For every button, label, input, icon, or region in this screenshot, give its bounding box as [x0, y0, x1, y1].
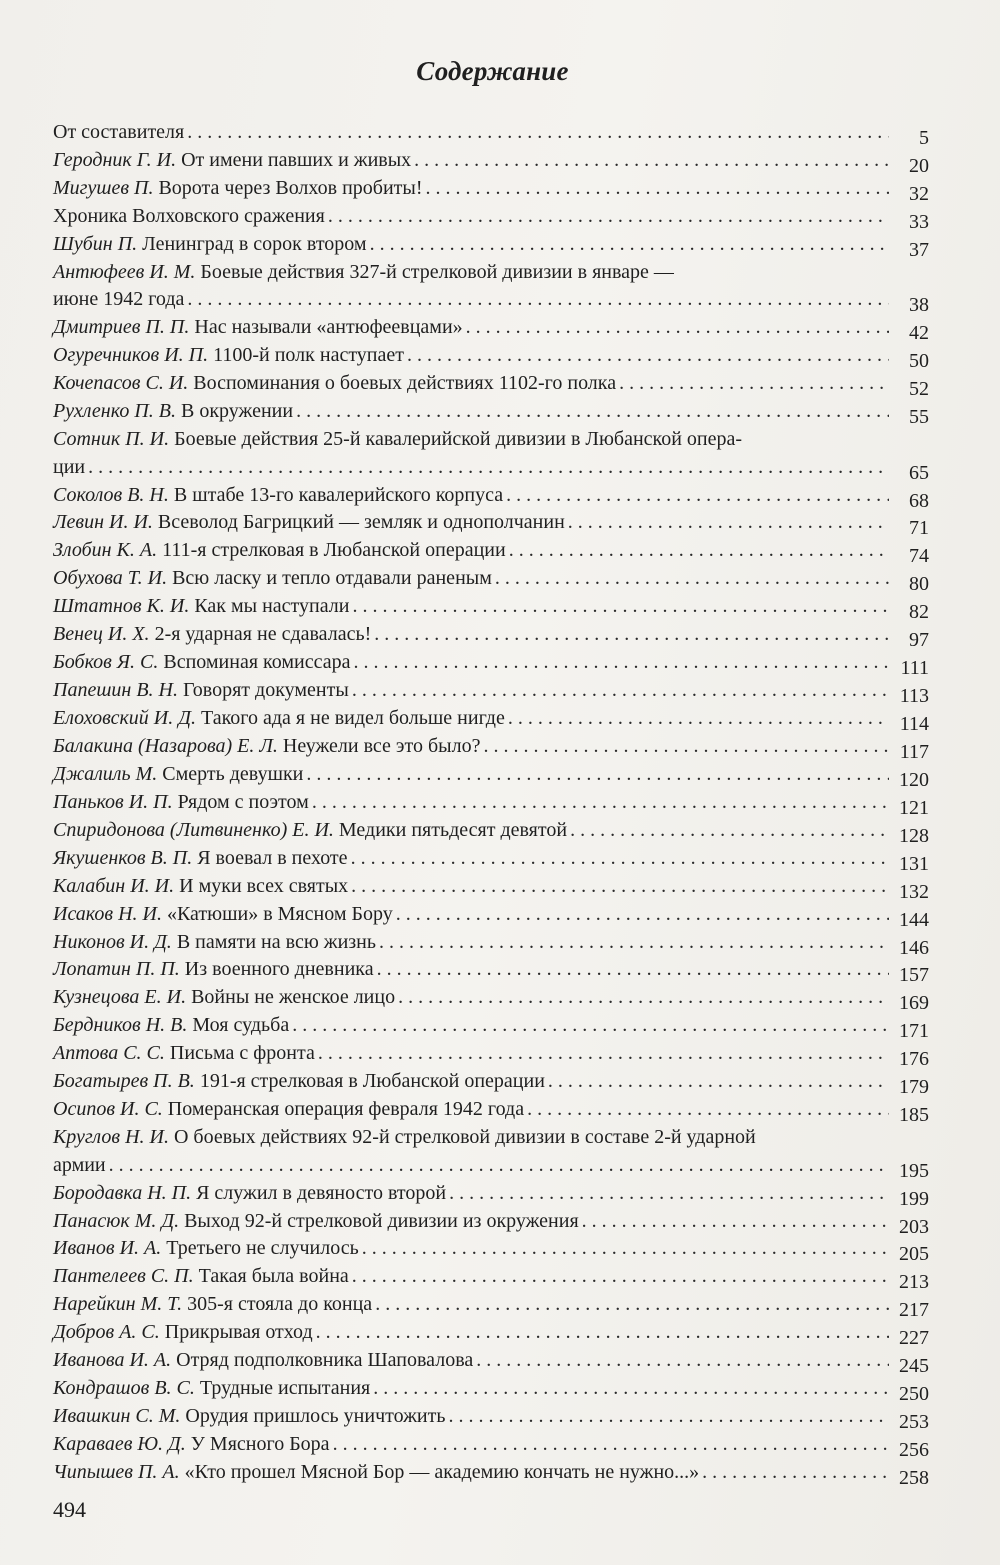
toc-page-number: 157 [899, 964, 929, 987]
page-title: Содержание [416, 56, 569, 86]
toc-page-number: 5 [919, 127, 929, 149]
dot-leader [570, 817, 889, 845]
toc-title: Письма с фронта [169, 1042, 315, 1065]
toc-author: Богатырев П. В. [53, 1070, 195, 1093]
toc-entry [53, 175, 929, 203]
toc-title: июне 1942 года [53, 288, 185, 311]
toc-title: 191-я стрелковая в Любанской операции [199, 1070, 545, 1093]
toc-author: Круглов Н. И. [53, 1126, 169, 1149]
toc-title: Третьего не случилось [166, 1237, 359, 1260]
toc-page-number: 74 [909, 545, 929, 568]
toc-page-number: 205 [899, 1243, 929, 1266]
toc-page-number: 179 [899, 1076, 929, 1099]
toc-author: Спиридонова (Литвиненко) Е. И. [53, 818, 334, 841]
toc-title: «Катюши» в Мясном Бору [166, 902, 393, 925]
toc-entry [53, 1319, 929, 1350]
toc-page-number: 117 [899, 740, 929, 763]
toc-page-number: 37 [909, 238, 929, 261]
toc-page-number: 258 [899, 1466, 929, 1489]
dot-leader [88, 454, 889, 482]
dot-leader [316, 1319, 889, 1347]
toc-entry [53, 649, 929, 680]
toc-entry [53, 509, 929, 540]
dot-leader [426, 175, 889, 203]
toc-title: армии [53, 1153, 106, 1176]
toc-author: Иванова И. А. [53, 1349, 172, 1372]
toc-title: Я служил в девяносто второй [196, 1181, 447, 1204]
toc-page-number: 250 [899, 1383, 929, 1406]
toc-title: Выход 92-й стрелковой дивизии из окружения [184, 1209, 579, 1232]
toc-entry [53, 621, 929, 652]
toc-page-number: 132 [899, 880, 929, 903]
toc-entry [53, 1124, 929, 1182]
toc-entry [53, 1263, 929, 1294]
toc-author: Никонов И. Д. [53, 930, 172, 953]
toc-title: Такая была война [198, 1265, 349, 1288]
toc-author: Нарейкин М. Т. [53, 1293, 183, 1316]
toc-page-number: 171 [899, 1020, 929, 1043]
dot-leader [527, 1096, 889, 1124]
toc-page-number: 68 [909, 489, 929, 512]
toc-title: Боевые действия 25-й кавалерийской дивизии в Любанской опера- [174, 427, 743, 450]
toc-entry [53, 1375, 929, 1406]
toc-page-number: 217 [899, 1299, 929, 1322]
toc-title: В окружении [180, 400, 294, 423]
dot-leader [568, 509, 889, 537]
toc-title: Ленинград в сорок втором [142, 232, 367, 255]
toc-page-number: 42 [909, 322, 929, 345]
toc-author: Иванов И. А. [53, 1237, 162, 1260]
toc-page-number: 38 [909, 294, 929, 317]
toc-title: 111-я стрелковая в Любанской операции [162, 539, 506, 562]
toc-title: Боевые действия 327-й стрелковой дивизии в январе — [200, 260, 674, 283]
toc-author: Шубин П. [53, 232, 138, 255]
toc-entry [53, 1012, 929, 1043]
toc-entry [53, 677, 929, 708]
dot-leader [333, 1431, 889, 1459]
toc-title: Вспоминая комиссара [163, 651, 351, 674]
toc-entry [53, 1208, 929, 1236]
toc-page-number: 169 [899, 992, 929, 1015]
toc-page-number: 65 [909, 461, 929, 484]
toc-title: 2-я ударная не сдавалась! [154, 623, 372, 646]
toc-title: От имени павших и живых [181, 148, 412, 171]
dot-leader [109, 1152, 889, 1180]
toc-author: Паньков И. П. [53, 790, 173, 813]
toc-entry [53, 203, 929, 231]
toc-entry [53, 705, 929, 733]
toc-entry [53, 956, 929, 987]
toc-page-number: 32 [909, 182, 929, 205]
dot-leader [375, 1291, 889, 1319]
dot-leader [702, 1459, 889, 1487]
toc-author: Бердников Н. В. [53, 1014, 188, 1037]
toc-page-number: 50 [909, 350, 929, 373]
toc-entry [53, 537, 929, 568]
page-number: 494 [53, 1497, 86, 1522]
toc-author: Осипов И. С. [53, 1098, 163, 1121]
toc-author: Кузнецова Е. И. [53, 986, 187, 1009]
dot-leader [398, 984, 889, 1012]
dot-leader [351, 845, 889, 873]
toc-page-number: 176 [899, 1048, 929, 1071]
toc-title: Померанская операция февраля 1942 года [167, 1098, 525, 1121]
toc-author: Дмитриев П. П. [53, 316, 190, 339]
toc-title: Орудия пришлось уничтожить [185, 1405, 446, 1428]
toc-title: Воспоминания о боевых действиях 1102-го полка [193, 372, 617, 395]
toc-title: 305-я стояла до конца [187, 1293, 373, 1316]
dot-leader [353, 649, 889, 677]
toc-page-number: 213 [899, 1271, 929, 1294]
toc-title: Всеволод Багрицкий — земляк и однополчанин [157, 511, 565, 534]
toc-author: Чипышев П. А. [53, 1460, 180, 1483]
toc-page-number: 80 [909, 573, 929, 596]
toc-title: Всю ласку и тепло отдавали раненым [172, 567, 492, 590]
dot-leader [328, 203, 889, 231]
dot-leader [296, 398, 889, 426]
toc-author: Сотник П. И. [53, 427, 170, 450]
toc-page-number: 71 [909, 517, 929, 540]
dot-leader [352, 1263, 889, 1291]
toc-page-number: 97 [909, 629, 929, 652]
toc-entry [53, 1096, 929, 1127]
toc-entry [53, 1347, 929, 1378]
toc-author: Бородавка Н. П. [53, 1181, 192, 1204]
toc-author: Огуречников И. П. [53, 344, 209, 367]
toc-entry [53, 314, 929, 345]
toc-author: Злобин К. А. [53, 539, 158, 562]
toc-page-number: 227 [899, 1327, 929, 1350]
toc-title: 1100-й полк наступает [213, 344, 404, 367]
toc-title: Неужели все это было? [282, 734, 481, 757]
toc-entry [53, 1235, 929, 1266]
toc-page-number: 131 [899, 852, 929, 875]
toc-author: Левин И. И. [53, 511, 153, 534]
toc-entry [53, 733, 929, 761]
toc-title: В памяти на всю жизнь [176, 930, 377, 953]
toc-page-number: 121 [899, 796, 929, 819]
toc-author: Лопатин П. П. [53, 958, 180, 981]
toc-title: Прикрывая отход [164, 1321, 313, 1344]
dot-leader [509, 537, 889, 565]
toc-entry [53, 901, 929, 929]
toc-page-number: 253 [899, 1411, 929, 1434]
toc-entry [53, 873, 929, 901]
toc-author: Бобков Я. С. [53, 651, 159, 674]
toc-author: Калабин И. И. [53, 874, 175, 897]
dot-leader [495, 565, 889, 593]
dot-leader [407, 342, 889, 370]
toc-author: Исаков Н. И. [53, 902, 162, 925]
dot-leader [312, 789, 889, 817]
toc-author: Джалиль М. [53, 762, 158, 785]
dot-leader [582, 1208, 889, 1236]
toc-title: Говорят документы [183, 679, 349, 702]
dot-leader [619, 370, 889, 398]
toc-page-number: 128 [899, 824, 929, 847]
dot-leader [352, 593, 889, 621]
toc-title: Отряд подполковника Шаповалова [176, 1349, 474, 1372]
dot-leader [414, 147, 889, 175]
toc-title: Хроника Волховского сражения [53, 204, 325, 227]
toc-title: Моя судьба [192, 1014, 290, 1037]
dot-leader [187, 119, 889, 147]
toc-page-number: 111 [900, 657, 929, 680]
toc-title: Смерть девушки [162, 762, 304, 785]
toc-author: Кондрашов В. С. [53, 1377, 195, 1400]
toc-page-number: 245 [899, 1355, 929, 1378]
toc-page-number: 120 [899, 768, 929, 791]
toc-title: Трудные испытания [199, 1377, 371, 1400]
toc-entry [53, 482, 929, 510]
toc-author: Кочепасов С. И. [53, 372, 189, 395]
dot-leader [370, 231, 889, 259]
toc-title: Такого ада я не видел больше нигде [200, 707, 505, 729]
toc-author: Обухова Т. И. [53, 567, 168, 590]
toc-title: Я воевал в пехоте [197, 846, 348, 869]
dot-leader [506, 482, 889, 510]
toc-entry [53, 984, 929, 1015]
dot-leader [483, 733, 889, 761]
dot-leader [374, 621, 889, 649]
toc-title: Как мы наступали [194, 595, 350, 618]
toc-page-number: 195 [899, 1159, 929, 1182]
toc-title: ции [53, 455, 86, 478]
toc-author: Панасюк М. Д. [53, 1209, 180, 1232]
toc-author: Якушенков В. П. [53, 846, 193, 869]
toc-author: Мигушев П. [53, 176, 154, 199]
toc-author: Ивашкин С. М. [53, 1405, 181, 1428]
toc-entry [53, 147, 929, 175]
toc-page-number: 33 [909, 210, 929, 233]
toc-entry [53, 259, 929, 317]
toc-page-number: 256 [899, 1439, 929, 1462]
toc-author: Добров А. С. [53, 1321, 160, 1344]
toc-author: Елоховский И. Д. [53, 707, 196, 729]
toc-title: Войны не женское лицо [191, 986, 396, 1009]
toc-author: Венец И. Х. [53, 623, 150, 646]
dot-leader [292, 1012, 889, 1040]
toc-entry [53, 593, 929, 624]
toc-title: Рядом с поэтом [177, 790, 309, 813]
toc-entry [53, 817, 929, 845]
toc-author: Соколов В. Н. [53, 483, 169, 506]
toc-page-number: 144 [899, 908, 929, 931]
toc-author: Папешин В. Н. [53, 679, 178, 702]
toc-entry [53, 845, 929, 873]
toc-page-number: 146 [899, 936, 929, 959]
toc-title: И муки всех святых [179, 874, 349, 897]
toc-entry [53, 565, 929, 596]
toc-page-number: 55 [909, 406, 929, 429]
toc-title: Из военного дневника [184, 958, 374, 981]
table-of-contents [53, 119, 929, 1487]
toc-entry [53, 1403, 929, 1434]
dot-leader [352, 677, 889, 705]
toc-title: Ворота через Волхов пробиты! [158, 176, 423, 199]
toc-title: «Кто прошел Мясной Бор — академию кончать не нужно...» [184, 1460, 700, 1483]
dot-leader [362, 1235, 889, 1263]
toc-title: О боевых действиях 92-й стрелковой дивизии в составе 2-й ударной [173, 1126, 756, 1149]
toc-author: Караваев Ю. Д. [53, 1433, 186, 1456]
toc-entry [53, 342, 929, 373]
toc-page-number: 20 [909, 154, 929, 177]
dot-leader [306, 761, 889, 789]
toc-entry [53, 370, 929, 401]
dot-leader [508, 705, 889, 733]
toc-title: От составителя [53, 121, 185, 143]
dot-leader [379, 929, 889, 957]
toc-author: Балакина (Назарова) Е. Л. [53, 734, 278, 757]
toc-page-number: 113 [899, 685, 929, 708]
toc-entry [53, 1459, 929, 1487]
toc-entry [53, 426, 929, 484]
toc-entry [53, 231, 929, 259]
toc-author: Антюфеев И. М. [53, 260, 196, 283]
dot-leader [318, 1040, 889, 1068]
dot-leader [396, 901, 889, 929]
toc-title: Нас называли «антюфеевцами» [194, 316, 463, 339]
toc-entry [53, 929, 929, 957]
toc-entry [53, 119, 929, 147]
toc-author: Пантелеев С. П. [53, 1265, 194, 1288]
toc-author: Штатнов К. И. [53, 595, 190, 618]
toc-page-number: 52 [909, 378, 929, 401]
toc-entry [53, 398, 929, 429]
dot-leader [548, 1068, 889, 1096]
toc-title: Медики пятьдесят девятой [338, 818, 568, 841]
toc-entry [53, 761, 929, 789]
toc-title: В штабе 13-го кавалерийского корпуса [173, 483, 504, 506]
toc-author: Рухленко П. В. [53, 400, 176, 423]
toc-page-number: 199 [899, 1187, 929, 1210]
toc-entry [53, 1291, 929, 1322]
toc-entry [53, 1068, 929, 1099]
toc-page-number: 114 [899, 713, 929, 735]
toc-title: У Мясного Бора [190, 1433, 330, 1456]
dot-leader [377, 956, 889, 984]
toc-entry [53, 1180, 929, 1208]
toc-page-number: 185 [899, 1104, 929, 1127]
dot-leader [449, 1180, 889, 1208]
dot-leader [448, 1403, 889, 1431]
toc-author: Геродник Г. И. [53, 148, 177, 171]
toc-page-number: 203 [899, 1215, 929, 1238]
toc-page-number: 82 [909, 601, 929, 624]
dot-leader [373, 1375, 889, 1403]
dot-leader [476, 1347, 889, 1375]
dot-leader [187, 286, 889, 314]
toc-entry [53, 789, 929, 817]
toc-entry [53, 1040, 929, 1071]
toc-entry [53, 1431, 929, 1462]
dot-leader [351, 873, 889, 901]
toc-author: Аптова С. С. [53, 1042, 165, 1065]
dot-leader [466, 314, 889, 342]
